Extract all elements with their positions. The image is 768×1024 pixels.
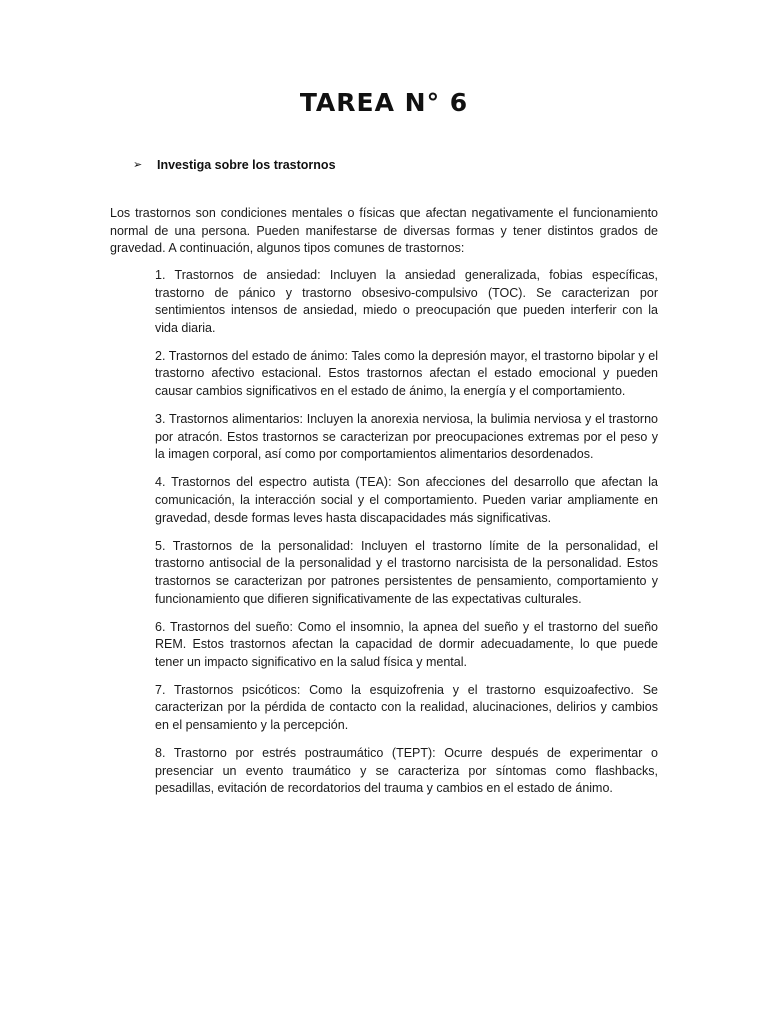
list-item: 5. Trastornos de la personalidad: Incluyen el trastorno límite de la personalidad, el trastorno antisocial de la personalidad y el trastorno narcisista de la personalidad. Estos trastornos se caracterizan por patrones persistentes de pensamiento, comportamiento y funcionamiento que difieren significativamente de las expectativas culturales. <box>155 538 658 606</box>
list-item: 7. Trastornos psicóticos: Como la esquizofrenia y el trastorno esquizoafectivo. Se caracterizan por la pérdida de contacto con la realidad, alucinaciones, delirios y cambios en el pensamiento y la percepción. <box>155 682 658 733</box>
disorder-list <box>155 267 658 808</box>
list-item: 1. Trastornos de ansiedad: Incluyen la ansiedad generalizada, fobias específicas, trastorno de pánico y trastorno obsesivo-compulsivo (TOC). Se caracterizan por sentimientos intensos de ansiedad, miedo o preocupación que pueden interferir con la vida diaria. <box>155 268 658 335</box>
intro-paragraph: Los trastornos son condiciones mentales o físicas que afectan negativamente el funcionamiento normal de una persona. Pueden manifestarse de diversas formas y tener distintos grados de gravedad. A continuación, algunos tipos comunes de trastornos: <box>110 206 658 256</box>
list-item: 2. Trastornos del estado de ánimo: Tales como la depresión mayor, el trastorno bipolar y el trastorno afectivo estacional. Estos trastornos afectan el estado emocional y pueden causar cambios significativos en el estado de ánimo, la energía y el comportamiento. <box>155 348 658 399</box>
list-item: 8. Trastorno por estrés postraumático (TEPT): Ocurre después de experimentar o presenciar un evento traumático y se caracteriza por síntomas como flashbacks, pesadillas, evitación de recordatorios del trauma y cambios en el estado de ánimo. <box>155 746 658 796</box>
task-heading <box>133 158 336 172</box>
arrow-bullet-icon: ➢ <box>133 159 143 171</box>
task-label: Investiga sobre los trastornos <box>157 158 336 172</box>
list-item: 4. Trastornos del espectro autista (TEA): Son afecciones del desarrollo que afectan la comunicación, la interacción social y el comportamiento. Pueden variar ampliamente en gravedad, desde formas leves hasta discapacidades más significativas. <box>155 475 658 525</box>
page-title: TAREA N° 6 <box>299 88 469 117</box>
list-item: 6. Trastornos del sueño: Como el insomnio, la apnea del sueño y el trastorno del sueño REM. Estos trastornos afectan la capacidad de dormir adecuadamente, lo que puede tener un impacto significativo en la salud física y mental. <box>155 619 658 669</box>
list-item: 3. Trastornos alimentarios: Incluyen la anorexia nerviosa, la bulimia nerviosa y el trastorno por atracón. Estos trastornos se caracterizan por preocupaciones extremas por el peso y la imagen corporal, así como por comportamientos alimentarios desordenados. <box>155 412 658 462</box>
